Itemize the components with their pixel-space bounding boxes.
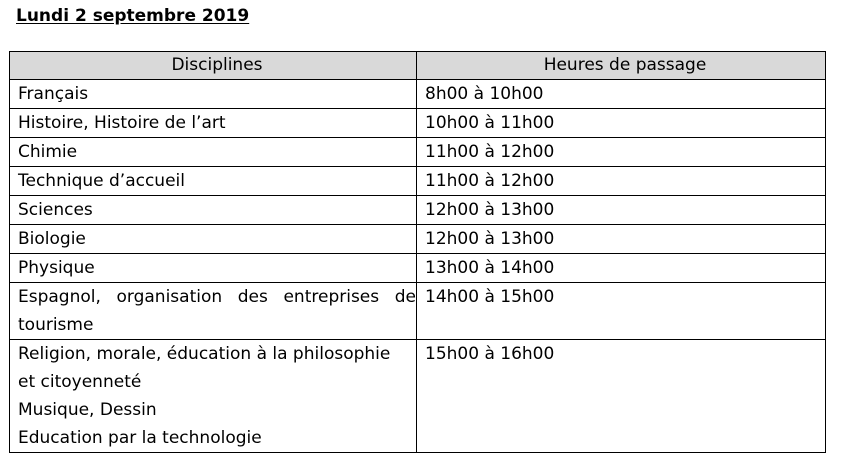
discipline-text: Histoire, Histoire de l’art xyxy=(18,113,226,133)
hours-cell: 8h00 à 10h00 xyxy=(417,80,826,109)
table-row xyxy=(10,196,826,225)
table-row xyxy=(10,80,826,109)
discipline-text: Education par la technologie xyxy=(18,428,262,448)
hours-cell: 10h00 à 11h00 xyxy=(417,109,826,138)
discipline-text: Sciences xyxy=(18,200,93,220)
hours-cell: 13h00 à 14h00 xyxy=(417,254,826,283)
table-row xyxy=(10,138,826,167)
discipline-text: Biologie xyxy=(18,229,86,249)
discipline-cell xyxy=(10,138,417,167)
hours-cell: 12h00 à 13h00 xyxy=(417,196,826,225)
table-row xyxy=(10,283,826,340)
discipline-cell xyxy=(10,167,417,196)
hours-cell: 14h00 à 15h00 xyxy=(417,283,826,340)
discipline-cell xyxy=(10,254,417,283)
schedule-table xyxy=(9,51,826,453)
discipline-text: et citoyenneté xyxy=(18,372,142,392)
discipline-cell xyxy=(10,109,417,138)
discipline-text: Technique d’accueil xyxy=(18,171,185,191)
table-row xyxy=(10,167,826,196)
discipline-text: tourisme xyxy=(18,315,94,335)
table-row xyxy=(10,109,826,138)
discipline-text: Espagnol, organisation des entreprises de xyxy=(18,287,416,307)
discipline-text: Religion, morale, éducation à la philosophie xyxy=(18,344,391,364)
discipline-cell xyxy=(10,225,417,254)
header-hours: Heures de passage xyxy=(417,52,826,80)
discipline-cell xyxy=(10,196,417,225)
discipline-cell xyxy=(10,80,417,109)
table-row xyxy=(10,254,826,283)
discipline-text: Physique xyxy=(18,258,95,278)
hours-cell: 11h00 à 12h00 xyxy=(417,167,826,196)
page-title: Lundi 2 septembre 2019 xyxy=(16,6,250,26)
table-row xyxy=(10,225,826,254)
discipline-cell xyxy=(10,283,417,340)
hours-cell: 11h00 à 12h00 xyxy=(417,138,826,167)
table-row xyxy=(10,340,826,453)
discipline-text: Musique, Dessin xyxy=(18,400,157,420)
discipline-cell xyxy=(10,340,417,453)
header-disciplines: Disciplines xyxy=(10,52,417,80)
table-header-row xyxy=(10,52,826,80)
hours-cell: 15h00 à 16h00 xyxy=(417,340,826,453)
hours-cell: 12h00 à 13h00 xyxy=(417,225,826,254)
discipline-text: Français xyxy=(18,84,89,104)
discipline-text: Chimie xyxy=(18,142,78,162)
